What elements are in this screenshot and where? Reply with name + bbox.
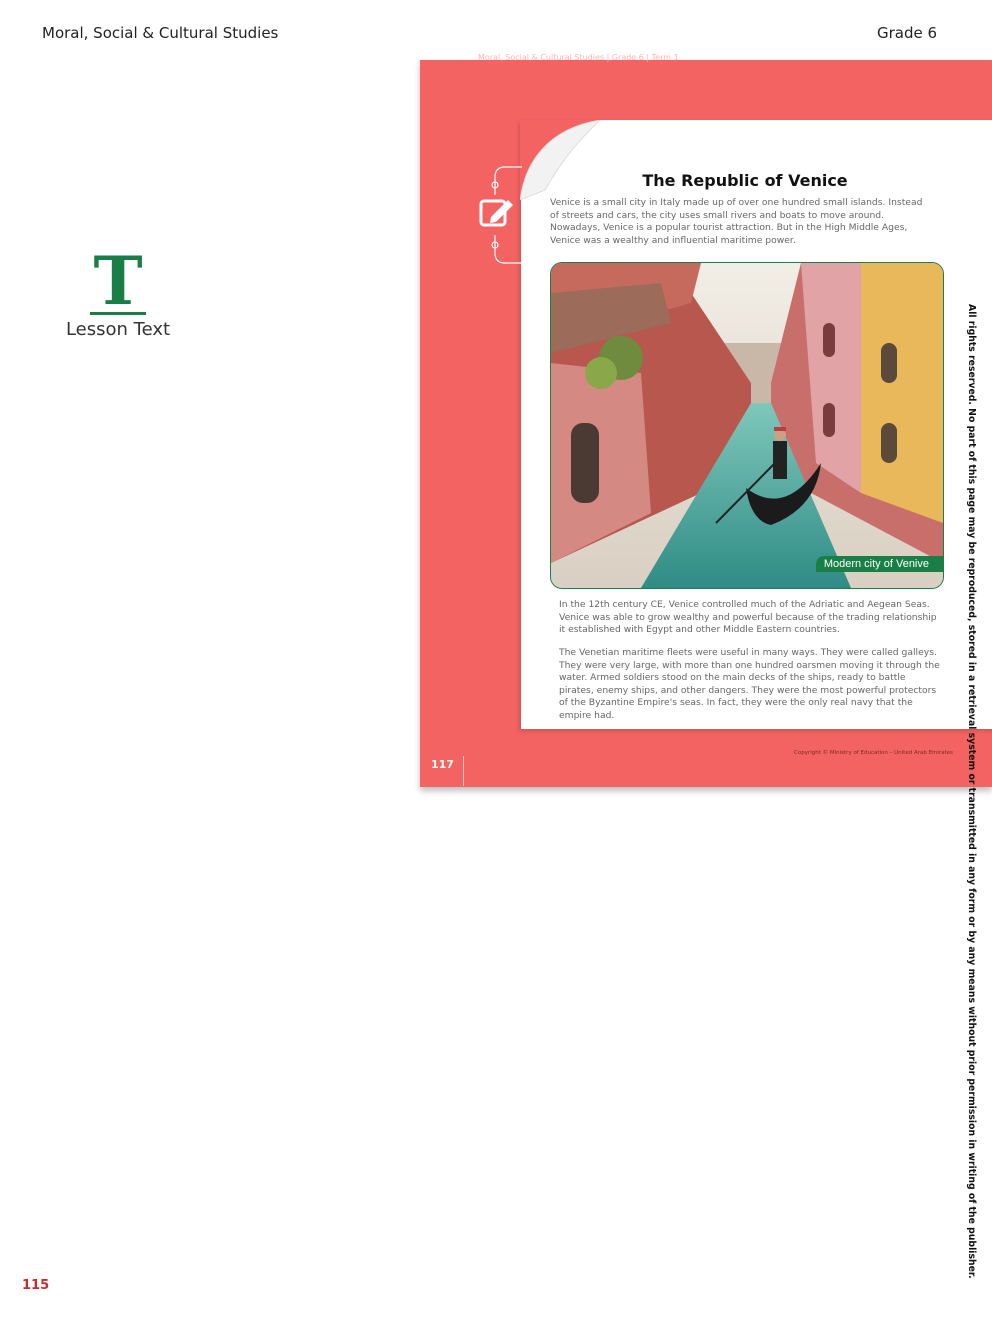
body-paragraph: In the 12th century CE, Venice controlled much of the Adriatic and Aegean Seas. Venice was able to grow wealthy and powerful because of the trading relationship it established with Egypt and other Middle Eastern countries.: [559, 599, 937, 636]
book-page-number: 117: [431, 758, 454, 771]
lesson-label: Lesson Text: [65, 319, 171, 340]
grade-header: Grade 6: [877, 24, 938, 42]
footer-divider: [463, 756, 464, 786]
article-title: The Republic of Venice: [642, 171, 848, 190]
intro-paragraph: Venice is a small city in Italy made up of over one hundred small islands. Instead of streets and cars, the city uses small rivers and boats to move around. Nowadays, Venice is a popular tourist attraction. But in the High Middle Ages, Venice was a wealthy and influential maritime power.: [550, 197, 923, 246]
venice-canal-photo: [550, 262, 944, 589]
photo-caption: Modern city of Venive: [816, 556, 943, 572]
lesson-text-marker: [58, 242, 178, 340]
rights-notice-text: All rights reserved. No part of this page may be reproduced, stored in a retrieval system or transmitted in any form or by any means without prior permission in writing of the publisher.: [966, 304, 977, 1279]
lesson-letter-icon: T: [90, 250, 146, 315]
page-runner: Moral, Social & Cultural Studies | Grade 6 | Term 1: [478, 53, 679, 62]
rights-notice: [963, 304, 979, 1279]
body-paragraph: The Venetian maritime fleets were useful in many ways. They were called galleys. They were very large, with more than one hundred oarsmen moving it through the water. Armed soldiers stood on the main decks of the ships, ready to battle pirates, enemy ships, and other dangers. They were the most powerful protectors of the Byzantine Empire's seas. In fact, they were the only real navy that the empire had.: [559, 647, 940, 721]
subject-header: Moral, Social & Cultural Studies: [42, 24, 279, 42]
copyright-line: Copyright © Ministry of Education – United Arab Emirates: [794, 750, 953, 756]
page-number: 115: [22, 1278, 50, 1293]
edit-note-icon: [475, 165, 525, 265]
textbook-page-preview: [420, 53, 992, 787]
